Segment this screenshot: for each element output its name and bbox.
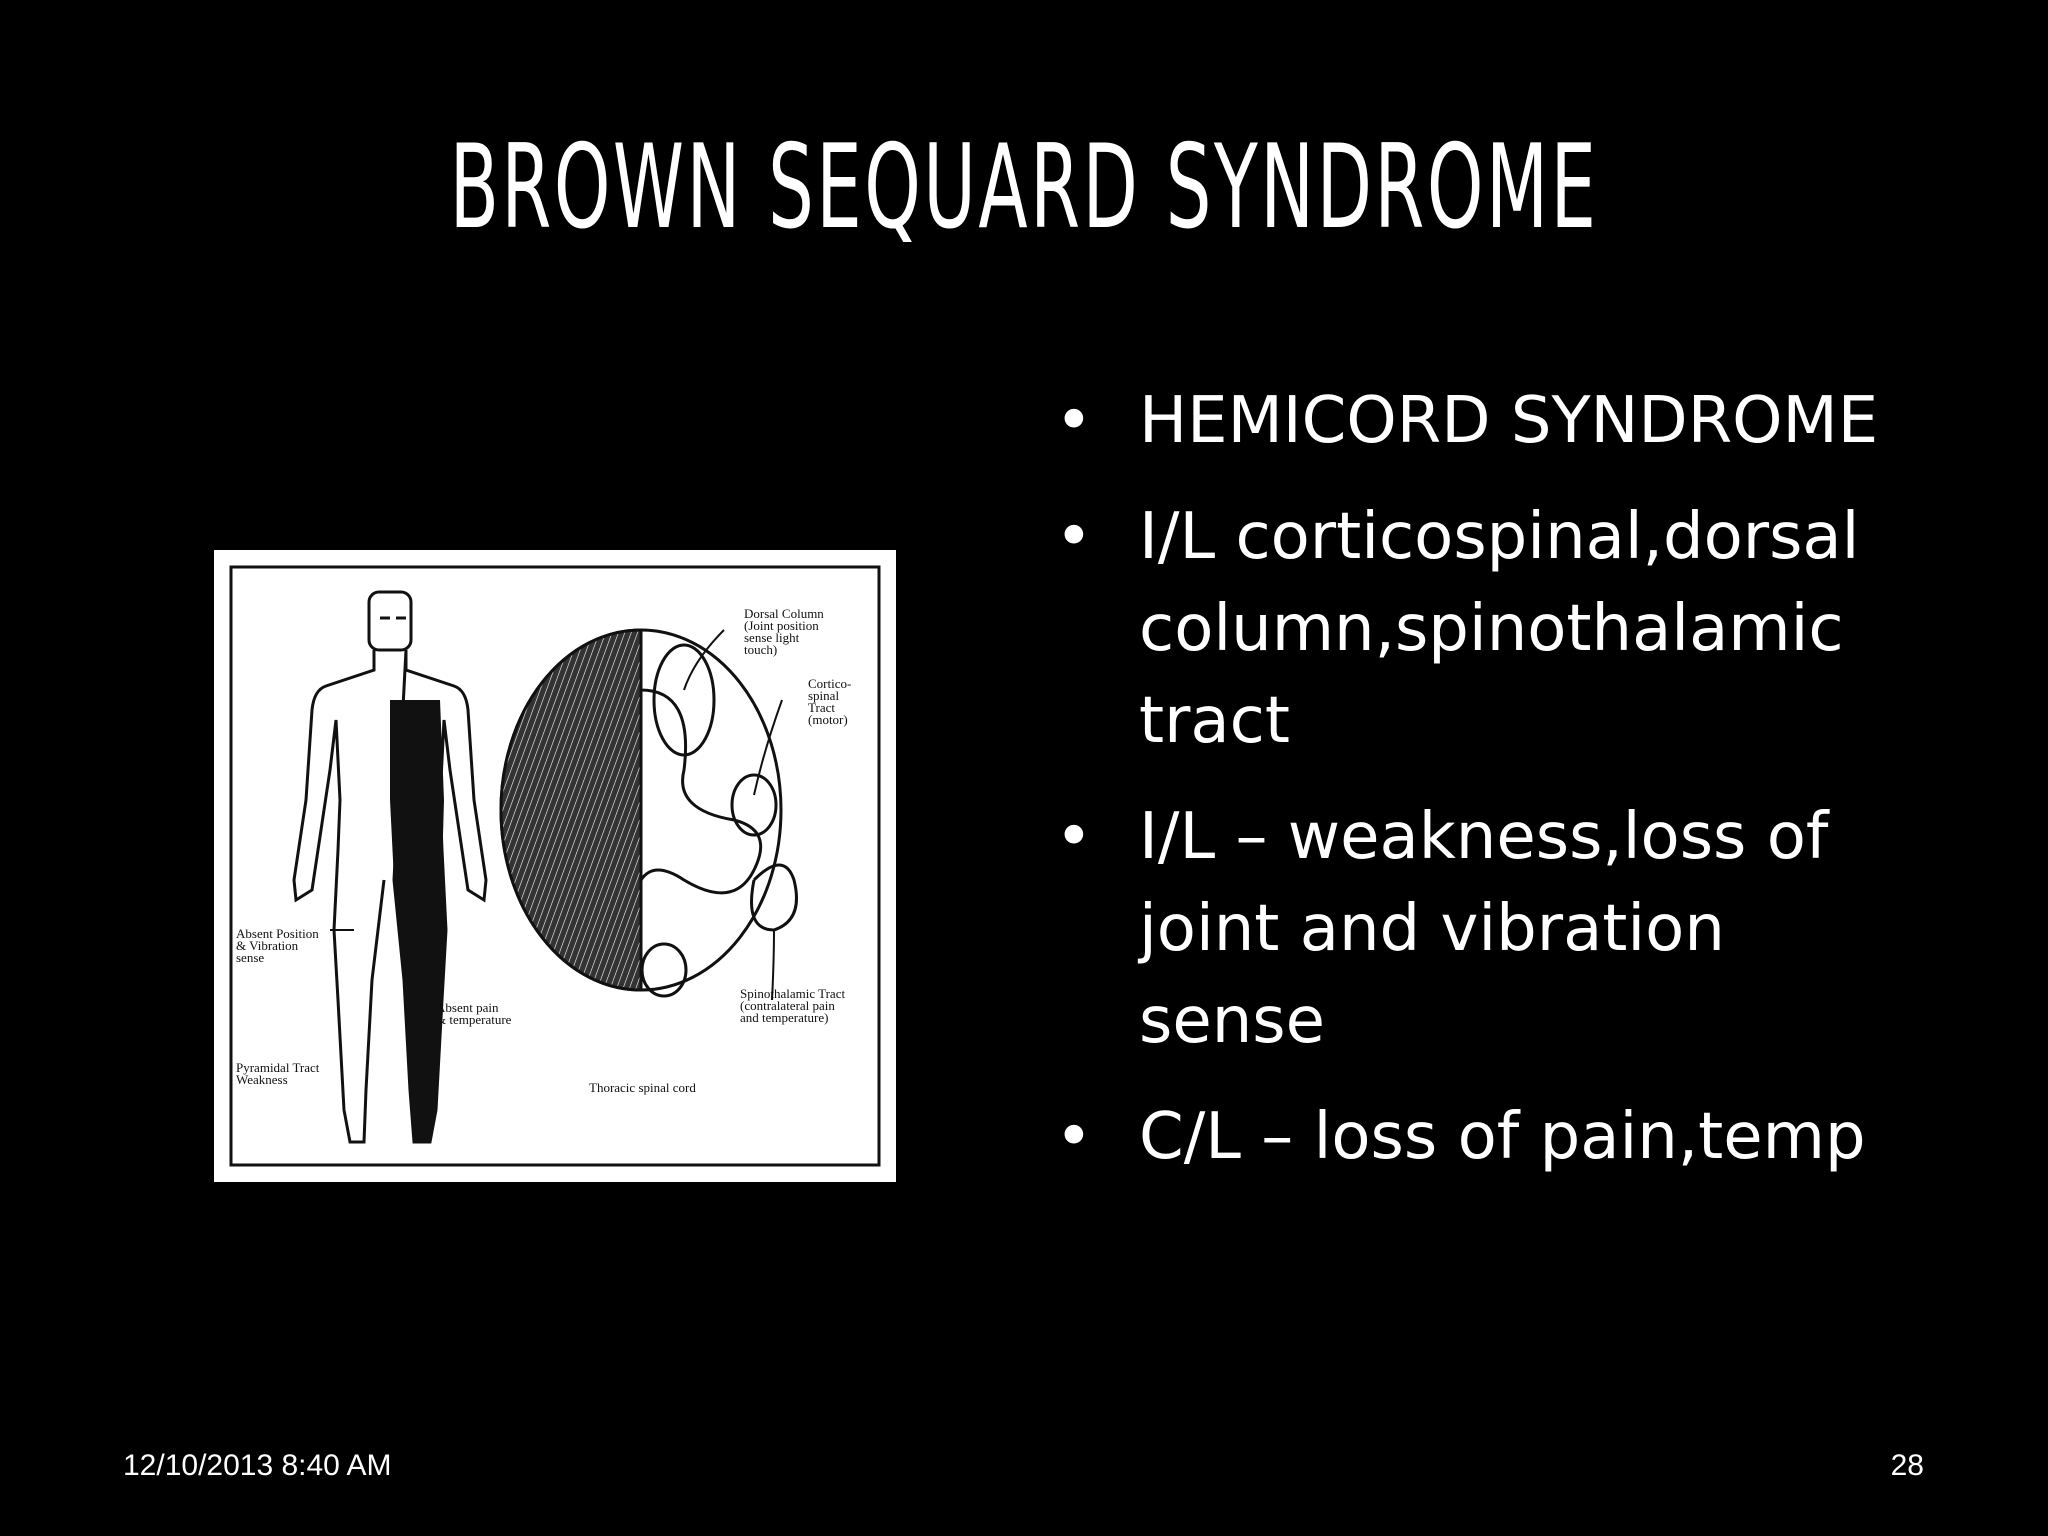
- bullet-glyph: •: [1055, 1100, 1093, 1174]
- label-corticospinal: Tract: [808, 700, 835, 715]
- footer-date: 12/10/2013 8:40 AM: [123, 1449, 392, 1482]
- label-absent-pain: & temperature: [436, 1012, 512, 1027]
- label-pyramidal: Weakness: [236, 1072, 288, 1087]
- label-absent-position: sense: [236, 950, 265, 965]
- label-dorsal-column: Dorsal Column: [744, 606, 824, 621]
- bullet-item: [1055, 791, 2015, 1067]
- label-corticospinal: (motor): [808, 712, 848, 727]
- label-dorsal-column: sense light: [744, 630, 800, 645]
- bullet-item: [1055, 491, 2015, 767]
- diagram-svg: [214, 550, 896, 1182]
- label-pyramidal: Pyramidal Tract: [236, 1060, 320, 1075]
- bullet-text: I/L corticospinal,dorsal column,spinothalamic tract: [1139, 500, 1860, 758]
- label-corticospinal: spinal: [808, 688, 840, 703]
- slide-number: 28: [1890, 1449, 1924, 1482]
- brown-sequard-diagram: [214, 550, 896, 1182]
- bullet-glyph: •: [1055, 500, 1093, 574]
- body-outline: [294, 592, 486, 1142]
- bullet-item: [1055, 1091, 2015, 1183]
- bullet-text: I/L – weakness,loss of joint and vibration sense: [1139, 800, 1829, 1058]
- bullet-list: [1055, 375, 2015, 1207]
- bullet-text: C/L – loss of pain,temp: [1139, 1100, 1866, 1174]
- spinal-cord-section: [501, 630, 797, 996]
- label-dorsal-column: touch): [744, 642, 778, 657]
- bullet-glyph: •: [1055, 384, 1093, 458]
- affected-body-region: [390, 700, 446, 1142]
- label-dorsal-column: (Joint position: [744, 618, 819, 633]
- label-absent-position: Absent Position: [236, 926, 319, 941]
- label-thoracic: Thoracic spinal cord: [589, 1080, 696, 1095]
- bullet-glyph: •: [1055, 800, 1093, 874]
- bullet-text: HEMICORD SYNDROME: [1139, 384, 1879, 458]
- label-corticospinal: Cortico-: [808, 676, 852, 691]
- label-absent-pain: Absent pain: [436, 1000, 499, 1015]
- label-spinothalamic: Spinothalamic Tract: [740, 986, 846, 1001]
- bullet-item: [1055, 375, 2015, 467]
- label-spinothalamic: and temperature): [740, 1010, 829, 1025]
- slide-title: BROWN SEQUARD SYNDROME: [449, 120, 1599, 255]
- label-spinothalamic: (contralateral pain: [740, 998, 835, 1013]
- label-absent-position: & Vibration: [236, 938, 299, 953]
